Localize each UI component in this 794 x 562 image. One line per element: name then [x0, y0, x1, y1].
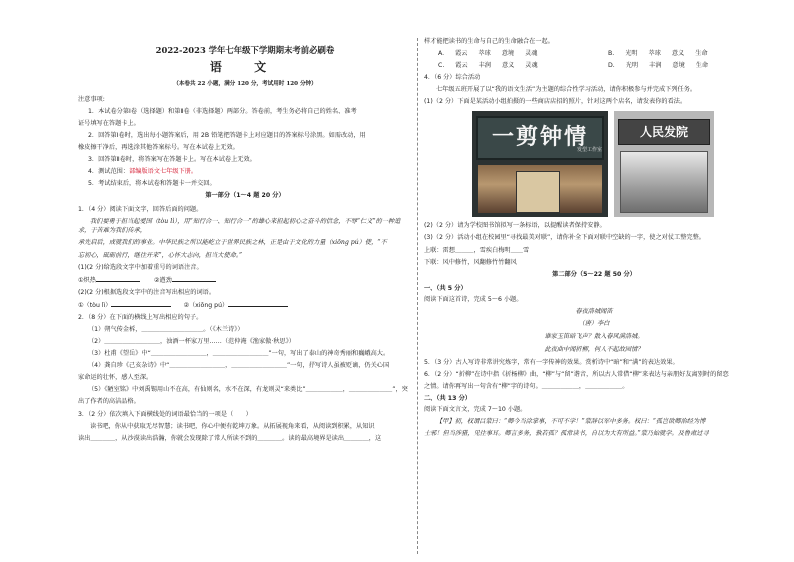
shop-1-door: [516, 171, 560, 213]
option-word: 生命: [695, 50, 708, 58]
q4-intro: 七年级五班开展了以“我的语文生活”为主题的综合性学习活动，请你积极参与并完成下列任务。: [436, 86, 697, 94]
option-word: 生命: [695, 62, 709, 70]
couplet-up: 上联：雷想＿＿＿，雪疾白梅明＿＿雪: [424, 246, 530, 254]
notice-label: 注意事项:: [78, 95, 105, 103]
q1-sub2: (2)(2 分)根据选段文字中的注音写出相应的词语。: [78, 288, 216, 296]
option-letter: C.: [438, 62, 445, 70]
q2-line: （3）杜甫《望岳》中“＿＿＿＿＿＿＿＿＿，＿＿＿＿＿＿＿＿＿”一句，写出了泰山的神奇秀丽和巍峨高大。: [88, 350, 390, 358]
classical-text-line: 【甲】初，权谓吕蒙曰：“卿今当涂掌事，不可不学！”蒙辞以军中多务。权曰：“孤岂欲卿治经为博: [436, 417, 706, 425]
option-word: 灵魂: [525, 62, 538, 70]
q1-sub1-a: ①炽热: [78, 276, 96, 284]
answer-blank[interactable]: [172, 276, 216, 282]
notice-range-prefix: 4．测试范围：: [88, 168, 130, 176]
exam-title: 2022-2023 学年七年级下学期期末考前必刷卷: [155, 45, 335, 55]
exam-info: （本卷共 22 小题，满分 120 分，考试用时 120 分钟）: [173, 80, 317, 87]
q2-line: （4）龚自珍《己亥杂诗》中“＿＿＿＿＿＿＿＿＿，＿＿＿＿＿＿＿＿＿”一句，抒写诗人虽被贬谪，仍关心国: [88, 362, 390, 370]
q2-stem: 2．（8 分）在下面的横线上写出相应的句子。: [78, 313, 203, 321]
option-a[interactable]: [424, 50, 594, 59]
q1-stem: 1．（4 分）阅读下面文字，回答后面的问题。: [78, 206, 203, 214]
notice-item: 证号填写在答题卡上。: [78, 119, 140, 127]
q1-passage-line: 忘初心，砥砺前行，继往开来”，心怀大志向，担当大使命。”: [78, 251, 243, 259]
q3-options: [424, 50, 764, 74]
q3-stem: 3．（2 分）依次填入下面横线处的词语最恰当的一项是（ ）: [78, 410, 252, 418]
notice-item: 2．回答第Ⅰ卷时，选出每小题答案后，用 2B 铅笔把答题卡上对应题目的答案标号涂黑。如需改动，用: [88, 131, 366, 139]
q1-sub2-answers: [78, 301, 412, 311]
q2-line: （2）＿＿＿＿＿＿＿＿＿，浊酒一杯家万里……（范仲淹《渔家傲·秋思》）: [88, 338, 295, 346]
option-letter: A.: [438, 50, 445, 58]
q6-stem: 6．（2 分）“折柳”在诗中指《折杨柳》曲，“柳”与“留”谐音，所以古人常借“柳”来表达与亲朋好友离别时的留恋: [424, 370, 729, 378]
q4-sub3: (3)（2 分）活动小组在校园里“寻找最美对联”，请你补全下面对联中空缺的一字，使之对仗工整完整。: [424, 234, 705, 242]
notice-item: 1．本试卷分第Ⅰ卷（选择题）和第Ⅱ卷（非选择题）两部分。答卷前，考生务必将自己的姓名、准考: [88, 107, 357, 115]
shop-sign-2: [618, 119, 710, 145]
q3-passage-line: 读书吧，你从中获取无尽智慧；读书吧，你心中便有乾坤万象。从拓展视角来看，从阅读到积累，从知识: [90, 422, 375, 430]
section2-title: 二、（共 13 分）: [424, 394, 471, 402]
poem-line: 此夜曲中闻折柳，何人不起故园情？: [544, 345, 644, 353]
option-word: 光明: [625, 62, 639, 70]
answer-blank[interactable]: [228, 301, 288, 307]
option-word: 丰润: [478, 62, 491, 70]
q1-sub1-b: ②遒劲: [153, 276, 172, 284]
poem-author: （唐）李白: [578, 319, 610, 327]
q1-sub1: (1)(2 分)给选段文字中加着重号的词语注音。: [78, 263, 203, 271]
answer-blank[interactable]: [111, 301, 171, 307]
notice-item: 橡皮擦干净后，再选涂其他答案标号。写在本试卷上无效。: [78, 144, 239, 151]
shop-sign-2-text: 人民发院: [639, 125, 688, 140]
q1-passage-line: 我们要勇于担当起爱国（tòu lì），用“知行合一、知行合一”的雄心来担起初心之奋斗的信念，不辱“仁义”的一种追求，于苦难为我们传承，: [78, 218, 401, 235]
shop-photo-2: [614, 111, 714, 217]
q1-passage-line: 承先启后，成就我们的事业。中华民族之所以能屹立于世界民族之林，正是由于文化的力量（xiōng pú）使，“不: [78, 239, 387, 247]
shop-photo-1: [472, 111, 608, 217]
q3-passage-line: 读出＿＿＿＿，从沙漠读出浩瀚，你就会发现除了常人所读不到的＿＿＿＿。读的最高境界是读出＿＿＿＿，这: [78, 434, 382, 442]
notice-range-value: 部编版语文七年级下册。: [129, 168, 198, 176]
option-letter: D.: [608, 62, 615, 70]
option-word: 意义: [671, 50, 685, 58]
option-word: 意境: [501, 50, 515, 58]
section2-intro: 阅读下面文言文，完成 7～10 小题。: [424, 405, 527, 413]
q1-sub2-b: ②（xiōng pú）: [183, 301, 229, 309]
q1-sub2-a: ①（tòu lì）: [78, 301, 112, 309]
q4-sub2: (2)（2 分）请为学校图书馆拟写一条标语，以提醒读者保持安静。: [424, 222, 606, 230]
q6-stem-cont: 之情。请你再写出一句含有“柳”字的诗句。＿＿＿＿＿＿，＿＿＿＿＿＿。: [424, 382, 629, 390]
right-column: [424, 38, 764, 442]
option-word: 萃球: [648, 50, 661, 58]
column-divider: [417, 38, 418, 554]
option-word: 灵魂: [525, 50, 538, 58]
q1-sub1-answers: [78, 276, 412, 286]
part1-title: 第一部分（1～4 题 20 分）: [205, 192, 285, 200]
option-letter: B.: [608, 50, 615, 58]
q5-stem: 5．（3 分）古人写诗非常讲究炼字，常有一字传神的效果。赏析诗中“暗”和“满”的表达效果。: [424, 358, 679, 366]
poem-title: 春夜洛城闻笛: [575, 307, 613, 315]
shop-sign-1-subtext: 发型工作室: [576, 147, 602, 154]
option-word: 萃球: [478, 50, 491, 58]
notice-item: 5．考试结束后，将本试卷和答题卡一并交回。: [88, 180, 216, 188]
option-d[interactable]: [594, 62, 764, 71]
notice-item: 3．回答第Ⅱ卷时，将答案写在答题卡上。写在本试卷上无效。: [88, 156, 256, 164]
q3-passage-cont: 样才能把读书的生命与自己的生命融合在一起。: [424, 38, 554, 45]
answer-blank[interactable]: [96, 276, 140, 282]
q2-line: （5）《陋室铭》中刘禹锡用山不在高，有仙则名，水不在深，有龙则灵“来类比”＿＿＿＿＿＿，＿＿＿＿＿＿＿”，突: [88, 386, 408, 394]
notice-item-range: [78, 168, 412, 177]
q4-sub1: (1)（2 分）下面是某活动小组拍摄的一些商店店招的照片，针对这两个店名，请发表你的看法。: [424, 98, 687, 106]
left-column: [78, 38, 412, 447]
shop-signs-photo: [472, 111, 714, 217]
classical-text-line: 士邪！但当涉猎，见往事耳。卿言多务，孰若孤？孤常读书，自以为大有所益。”蒙乃始就学。及鲁肃过寻: [424, 430, 709, 438]
q2-line: （1）朔气传金柝，＿＿＿＿＿＿＿＿＿＿。（《木兰诗》）: [88, 325, 244, 333]
option-word: 霞云: [455, 50, 468, 58]
option-word: 意境: [672, 62, 685, 70]
q2-line: 家命运的壮怀，感人至深。: [78, 374, 153, 382]
couplet-down: 下联：风中修竹，风翻修竹竹翻风: [424, 258, 517, 266]
section1-intro: 阅读下面这首诗，完成 5～6 小题。: [424, 295, 523, 303]
q2-line: 出了作者的高洁品格。: [78, 398, 140, 406]
shop-2-interior: [620, 151, 708, 213]
q4-stem: 4．（6 分）综合活动: [424, 74, 481, 82]
exam-subject: 语 文: [209, 60, 281, 75]
option-word: 丰润: [649, 62, 662, 70]
option-word: 光明: [625, 50, 638, 58]
option-b[interactable]: [594, 50, 764, 59]
option-word: 霞云: [455, 62, 468, 70]
shop-sign-1-text: 一剪钟情: [491, 124, 588, 151]
option-word: 意义: [501, 62, 515, 70]
part2-title: 第二部分（5～22 题 50 分）: [552, 270, 636, 278]
poem-line: 谁家玉笛暗飞声？散入春风满洛城。: [544, 332, 644, 340]
option-c[interactable]: [424, 62, 594, 71]
section1-title: 一、（共 5 分）: [424, 284, 467, 292]
